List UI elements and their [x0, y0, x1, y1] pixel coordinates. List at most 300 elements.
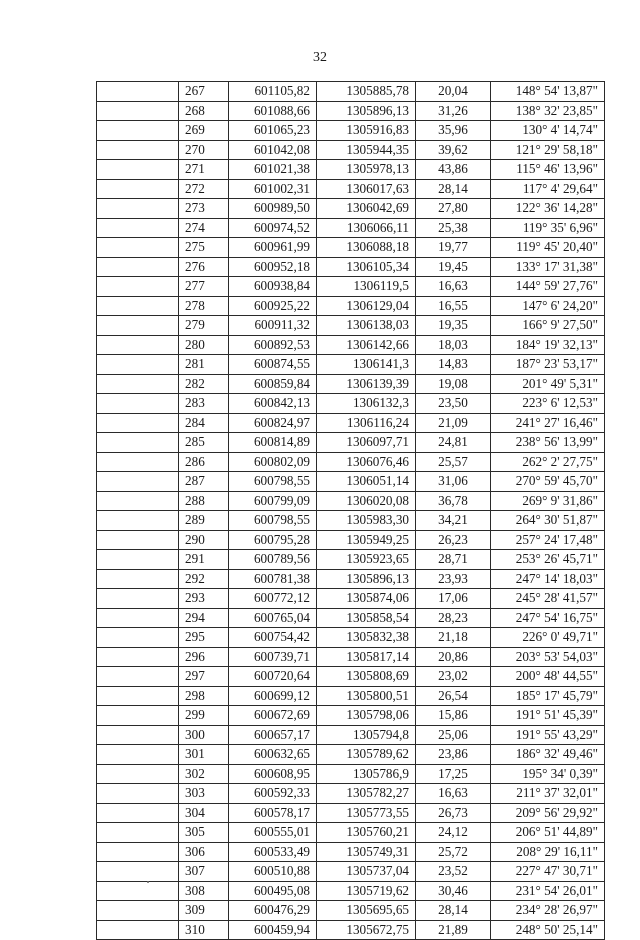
point-number-cell: 269 [179, 121, 229, 141]
direction-angle-cell: 119° 45' 20,40" [491, 238, 605, 258]
y-coordinate-cell: 1305896,13 [317, 101, 416, 121]
distance-cell: 31,06 [416, 472, 491, 492]
blank-cell [97, 589, 179, 609]
y-coordinate-cell: 1305858,54 [317, 608, 416, 628]
x-coordinate-cell: 600798,55 [229, 511, 317, 531]
x-coordinate-cell: 600842,13 [229, 394, 317, 414]
y-coordinate-cell: 1306088,18 [317, 238, 416, 258]
y-coordinate-cell: 1305672,75 [317, 920, 416, 940]
distance-cell: 28,23 [416, 608, 491, 628]
direction-angle-cell: 253° 26' 45,71" [491, 550, 605, 570]
direction-angle-cell: 117° 4' 29,64" [491, 179, 605, 199]
table-row [97, 296, 605, 316]
distance-cell: 23,02 [416, 667, 491, 687]
point-number-cell: 299 [179, 706, 229, 726]
blank-cell [97, 277, 179, 297]
table-row [97, 335, 605, 355]
blank-cell [97, 433, 179, 453]
table-row [97, 374, 605, 394]
table-row [97, 686, 605, 706]
x-coordinate-cell: 600874,55 [229, 355, 317, 375]
x-coordinate-cell: 600952,18 [229, 257, 317, 277]
direction-angle-cell: 166° 9' 27,50" [491, 316, 605, 336]
blank-cell [97, 491, 179, 511]
point-number-cell: 295 [179, 628, 229, 648]
y-coordinate-cell: 1305808,69 [317, 667, 416, 687]
direction-angle-cell: 238° 56' 13,99" [491, 433, 605, 453]
point-number-cell: 285 [179, 433, 229, 453]
x-coordinate-cell: 600938,84 [229, 277, 317, 297]
x-coordinate-cell: 600925,22 [229, 296, 317, 316]
x-coordinate-cell: 600533,49 [229, 842, 317, 862]
point-number-cell: 297 [179, 667, 229, 687]
x-coordinate-cell: 601002,31 [229, 179, 317, 199]
distance-cell: 24,81 [416, 433, 491, 453]
distance-cell: 36,78 [416, 491, 491, 511]
point-number-cell: 275 [179, 238, 229, 258]
direction-angle-cell: 211° 37' 32,01" [491, 784, 605, 804]
blank-cell [97, 881, 179, 901]
point-number-cell: 268 [179, 101, 229, 121]
point-number-cell: 277 [179, 277, 229, 297]
y-coordinate-cell: 1305885,78 [317, 82, 416, 102]
scan-speck [147, 881, 149, 883]
blank-cell [97, 101, 179, 121]
direction-angle-cell: 191° 51' 45,39" [491, 706, 605, 726]
y-coordinate-cell: 1305800,51 [317, 686, 416, 706]
y-coordinate-cell: 1306116,24 [317, 413, 416, 433]
distance-cell: 30,46 [416, 881, 491, 901]
direction-angle-cell: 223° 6' 12,53" [491, 394, 605, 414]
table-row [97, 901, 605, 921]
x-coordinate-cell: 601105,82 [229, 82, 317, 102]
x-coordinate-cell: 600765,04 [229, 608, 317, 628]
distance-cell: 17,06 [416, 589, 491, 609]
direction-angle-cell: 234° 28' 26,97" [491, 901, 605, 921]
blank-cell [97, 647, 179, 667]
point-number-cell: 291 [179, 550, 229, 570]
blank-cell [97, 316, 179, 336]
point-number-cell: 278 [179, 296, 229, 316]
direction-angle-cell: 187° 23' 53,17" [491, 355, 605, 375]
direction-angle-cell: 245° 28' 41,57" [491, 589, 605, 609]
blank-cell [97, 569, 179, 589]
x-coordinate-cell: 600720,64 [229, 667, 317, 687]
direction-angle-cell: 185° 17' 45,79" [491, 686, 605, 706]
table-row [97, 784, 605, 804]
direction-angle-cell: 247° 54' 16,75" [491, 608, 605, 628]
distance-cell: 24,12 [416, 823, 491, 843]
direction-angle-cell: 184° 19' 32,13" [491, 335, 605, 355]
y-coordinate-cell: 1306051,14 [317, 472, 416, 492]
x-coordinate-cell: 600859,84 [229, 374, 317, 394]
direction-angle-cell: 191° 55' 43,29" [491, 725, 605, 745]
table-row [97, 140, 605, 160]
direction-angle-cell: 262° 2' 27,75" [491, 452, 605, 472]
table-row [97, 764, 605, 784]
table-row [97, 842, 605, 862]
y-coordinate-cell: 1305789,62 [317, 745, 416, 765]
table-row [97, 491, 605, 511]
y-coordinate-cell: 1305832,38 [317, 628, 416, 648]
y-coordinate-cell: 1305794,8 [317, 725, 416, 745]
y-coordinate-cell: 1306066,11 [317, 218, 416, 238]
y-coordinate-cell: 1305786,9 [317, 764, 416, 784]
blank-cell [97, 179, 179, 199]
point-number-cell: 282 [179, 374, 229, 394]
point-number-cell: 309 [179, 901, 229, 921]
direction-angle-cell: 186° 32' 49,46" [491, 745, 605, 765]
x-coordinate-cell: 600657,17 [229, 725, 317, 745]
direction-angle-cell: 231° 54' 26,01" [491, 881, 605, 901]
blank-cell [97, 140, 179, 160]
blank-cell [97, 725, 179, 745]
direction-angle-cell: 269° 9' 31,86" [491, 491, 605, 511]
blank-cell [97, 355, 179, 375]
x-coordinate-cell: 600608,95 [229, 764, 317, 784]
point-number-cell: 305 [179, 823, 229, 843]
x-coordinate-cell: 600961,99 [229, 238, 317, 258]
distance-cell: 26,73 [416, 803, 491, 823]
y-coordinate-cell: 1306119,5 [317, 277, 416, 297]
point-number-cell: 267 [179, 82, 229, 102]
distance-cell: 28,71 [416, 550, 491, 570]
point-number-cell: 276 [179, 257, 229, 277]
x-coordinate-cell: 600476,29 [229, 901, 317, 921]
y-coordinate-cell: 1305798,06 [317, 706, 416, 726]
x-coordinate-cell: 601021,38 [229, 160, 317, 180]
blank-cell [97, 667, 179, 687]
table-row [97, 433, 605, 453]
x-coordinate-cell: 600459,94 [229, 920, 317, 940]
table-row [97, 569, 605, 589]
y-coordinate-cell: 1306020,08 [317, 491, 416, 511]
blank-cell [97, 862, 179, 882]
table-row [97, 920, 605, 940]
point-number-cell: 306 [179, 842, 229, 862]
x-coordinate-cell: 600824,97 [229, 413, 317, 433]
blank-cell [97, 472, 179, 492]
blank-cell [97, 82, 179, 102]
point-number-cell: 292 [179, 569, 229, 589]
distance-cell: 31,26 [416, 101, 491, 121]
y-coordinate-cell: 1306138,03 [317, 316, 416, 336]
table-row [97, 413, 605, 433]
direction-angle-cell: 144° 59' 27,76" [491, 277, 605, 297]
x-coordinate-cell: 600892,53 [229, 335, 317, 355]
y-coordinate-cell: 1305896,13 [317, 569, 416, 589]
table-row [97, 101, 605, 121]
blank-cell [97, 706, 179, 726]
x-coordinate-cell: 600974,52 [229, 218, 317, 238]
distance-cell: 19,77 [416, 238, 491, 258]
direction-angle-cell: 264° 30' 51,87" [491, 511, 605, 531]
table-row [97, 179, 605, 199]
table-row [97, 452, 605, 472]
x-coordinate-cell: 600772,12 [229, 589, 317, 609]
point-number-cell: 302 [179, 764, 229, 784]
point-number-cell: 272 [179, 179, 229, 199]
y-coordinate-cell: 1306142,66 [317, 335, 416, 355]
table-row [97, 589, 605, 609]
point-number-cell: 289 [179, 511, 229, 531]
table-row [97, 706, 605, 726]
distance-cell: 15,86 [416, 706, 491, 726]
x-coordinate-cell: 600495,08 [229, 881, 317, 901]
blank-cell [97, 608, 179, 628]
coordinates-table [96, 81, 605, 940]
point-number-cell: 300 [179, 725, 229, 745]
y-coordinate-cell: 1305695,65 [317, 901, 416, 921]
point-number-cell: 301 [179, 745, 229, 765]
blank-cell [97, 413, 179, 433]
direction-angle-cell: 208° 29' 16,11" [491, 842, 605, 862]
table-row [97, 823, 605, 843]
direction-angle-cell: 138° 32' 23,85" [491, 101, 605, 121]
blank-cell [97, 238, 179, 258]
blank-cell [97, 121, 179, 141]
coordinates-table-body [97, 82, 605, 940]
distance-cell: 23,86 [416, 745, 491, 765]
point-number-cell: 281 [179, 355, 229, 375]
distance-cell: 25,06 [416, 725, 491, 745]
distance-cell: 16,63 [416, 277, 491, 297]
point-number-cell: 294 [179, 608, 229, 628]
table-row [97, 725, 605, 745]
x-coordinate-cell: 600555,01 [229, 823, 317, 843]
table-row [97, 257, 605, 277]
y-coordinate-cell: 1306105,34 [317, 257, 416, 277]
x-coordinate-cell: 600754,42 [229, 628, 317, 648]
point-number-cell: 288 [179, 491, 229, 511]
table-row [97, 608, 605, 628]
x-coordinate-cell: 600510,88 [229, 862, 317, 882]
point-number-cell: 307 [179, 862, 229, 882]
distance-cell: 43,86 [416, 160, 491, 180]
blank-cell [97, 511, 179, 531]
blank-cell [97, 199, 179, 219]
y-coordinate-cell: 1306129,04 [317, 296, 416, 316]
point-number-cell: 304 [179, 803, 229, 823]
table-row [97, 881, 605, 901]
x-coordinate-cell: 600989,50 [229, 199, 317, 219]
x-coordinate-cell: 600578,17 [229, 803, 317, 823]
direction-angle-cell: 121° 29' 58,18" [491, 140, 605, 160]
y-coordinate-cell: 1306042,69 [317, 199, 416, 219]
distance-cell: 19,45 [416, 257, 491, 277]
direction-angle-cell: 227° 47' 30,71" [491, 862, 605, 882]
distance-cell: 23,50 [416, 394, 491, 414]
y-coordinate-cell: 1306141,3 [317, 355, 416, 375]
table-row [97, 530, 605, 550]
table-row [97, 862, 605, 882]
distance-cell: 16,63 [416, 784, 491, 804]
blank-cell [97, 628, 179, 648]
y-coordinate-cell: 1305874,06 [317, 589, 416, 609]
x-coordinate-cell: 601088,66 [229, 101, 317, 121]
direction-angle-cell: 148° 54' 13,87" [491, 82, 605, 102]
blank-cell [97, 803, 179, 823]
y-coordinate-cell: 1305923,65 [317, 550, 416, 570]
x-coordinate-cell: 600632,65 [229, 745, 317, 765]
y-coordinate-cell: 1305749,31 [317, 842, 416, 862]
distance-cell: 23,52 [416, 862, 491, 882]
distance-cell: 26,54 [416, 686, 491, 706]
y-coordinate-cell: 1305782,27 [317, 784, 416, 804]
blank-cell [97, 823, 179, 843]
x-coordinate-cell: 600699,12 [229, 686, 317, 706]
table-row [97, 238, 605, 258]
x-coordinate-cell: 600672,69 [229, 706, 317, 726]
point-number-cell: 280 [179, 335, 229, 355]
blank-cell [97, 920, 179, 940]
distance-cell: 20,04 [416, 82, 491, 102]
blank-cell [97, 686, 179, 706]
blank-cell [97, 335, 179, 355]
direction-angle-cell: 130° 4' 14,74" [491, 121, 605, 141]
table-row [97, 355, 605, 375]
y-coordinate-cell: 1305737,04 [317, 862, 416, 882]
y-coordinate-cell: 1305944,35 [317, 140, 416, 160]
table-row [97, 316, 605, 336]
direction-angle-cell: 241° 27' 16,46" [491, 413, 605, 433]
distance-cell: 25,72 [416, 842, 491, 862]
point-number-cell: 270 [179, 140, 229, 160]
y-coordinate-cell: 1305760,21 [317, 823, 416, 843]
table-row [97, 82, 605, 102]
distance-cell: 21,09 [416, 413, 491, 433]
direction-angle-cell: 248° 50' 25,14" [491, 920, 605, 940]
direction-angle-cell: 133° 17' 31,38" [491, 257, 605, 277]
blank-cell [97, 374, 179, 394]
blank-cell [97, 745, 179, 765]
distance-cell: 27,80 [416, 199, 491, 219]
direction-angle-cell: 195° 34' 0,39" [491, 764, 605, 784]
point-number-cell: 271 [179, 160, 229, 180]
point-number-cell: 283 [179, 394, 229, 414]
table-row [97, 218, 605, 238]
blank-cell [97, 394, 179, 414]
table-row [97, 803, 605, 823]
distance-cell: 14,83 [416, 355, 491, 375]
point-number-cell: 286 [179, 452, 229, 472]
y-coordinate-cell: 1306017,63 [317, 179, 416, 199]
table-row [97, 394, 605, 414]
distance-cell: 35,96 [416, 121, 491, 141]
distance-cell: 26,23 [416, 530, 491, 550]
x-coordinate-cell: 600799,09 [229, 491, 317, 511]
x-coordinate-cell: 600814,89 [229, 433, 317, 453]
blank-cell [97, 764, 179, 784]
distance-cell: 19,35 [416, 316, 491, 336]
y-coordinate-cell: 1305949,25 [317, 530, 416, 550]
distance-cell: 17,25 [416, 764, 491, 784]
blank-cell [97, 842, 179, 862]
direction-angle-cell: 119° 35' 6,96" [491, 218, 605, 238]
blank-cell [97, 296, 179, 316]
direction-angle-cell: 270° 59' 45,70" [491, 472, 605, 492]
x-coordinate-cell: 600798,55 [229, 472, 317, 492]
distance-cell: 25,38 [416, 218, 491, 238]
table-row [97, 647, 605, 667]
y-coordinate-cell: 1305978,13 [317, 160, 416, 180]
point-number-cell: 274 [179, 218, 229, 238]
distance-cell: 28,14 [416, 901, 491, 921]
direction-angle-cell: 115° 46' 13,96" [491, 160, 605, 180]
distance-cell: 18,03 [416, 335, 491, 355]
distance-cell: 16,55 [416, 296, 491, 316]
distance-cell: 39,62 [416, 140, 491, 160]
table-row [97, 745, 605, 765]
distance-cell: 34,21 [416, 511, 491, 531]
blank-cell [97, 218, 179, 238]
table-row [97, 277, 605, 297]
blank-cell [97, 550, 179, 570]
direction-angle-cell: 122° 36' 14,28" [491, 199, 605, 219]
direction-angle-cell: 247° 14' 18,03" [491, 569, 605, 589]
table-row [97, 472, 605, 492]
direction-angle-cell: 209° 56' 29,92" [491, 803, 605, 823]
table-row [97, 511, 605, 531]
blank-cell [97, 257, 179, 277]
y-coordinate-cell: 1306076,46 [317, 452, 416, 472]
blank-cell [97, 901, 179, 921]
point-number-cell: 310 [179, 920, 229, 940]
x-coordinate-cell: 600802,09 [229, 452, 317, 472]
x-coordinate-cell: 600911,32 [229, 316, 317, 336]
y-coordinate-cell: 1306139,39 [317, 374, 416, 394]
point-number-cell: 273 [179, 199, 229, 219]
x-coordinate-cell: 600781,38 [229, 569, 317, 589]
y-coordinate-cell: 1305983,30 [317, 511, 416, 531]
x-coordinate-cell: 600795,28 [229, 530, 317, 550]
y-coordinate-cell: 1306097,71 [317, 433, 416, 453]
blank-cell [97, 530, 179, 550]
point-number-cell: 293 [179, 589, 229, 609]
distance-cell: 21,89 [416, 920, 491, 940]
direction-angle-cell: 203° 53' 54,03" [491, 647, 605, 667]
point-number-cell: 298 [179, 686, 229, 706]
table-row [97, 199, 605, 219]
direction-angle-cell: 147° 6' 24,20" [491, 296, 605, 316]
y-coordinate-cell: 1305916,83 [317, 121, 416, 141]
point-number-cell: 308 [179, 881, 229, 901]
point-number-cell: 296 [179, 647, 229, 667]
x-coordinate-cell: 600789,56 [229, 550, 317, 570]
point-number-cell: 290 [179, 530, 229, 550]
distance-cell: 21,18 [416, 628, 491, 648]
distance-cell: 28,14 [416, 179, 491, 199]
y-coordinate-cell: 1305773,55 [317, 803, 416, 823]
table-row [97, 667, 605, 687]
table-row [97, 121, 605, 141]
x-coordinate-cell: 600592,33 [229, 784, 317, 804]
direction-angle-cell: 226° 0' 49,71" [491, 628, 605, 648]
blank-cell [97, 452, 179, 472]
point-number-cell: 287 [179, 472, 229, 492]
point-number-cell: 303 [179, 784, 229, 804]
table-row [97, 160, 605, 180]
direction-angle-cell: 257° 24' 17,48" [491, 530, 605, 550]
y-coordinate-cell: 1305817,14 [317, 647, 416, 667]
direction-angle-cell: 201° 49' 5,31" [491, 374, 605, 394]
table-row [97, 628, 605, 648]
blank-cell [97, 784, 179, 804]
page-number: 32 [313, 50, 327, 65]
distance-cell: 25,57 [416, 452, 491, 472]
point-number-cell: 284 [179, 413, 229, 433]
direction-angle-cell: 206° 51' 44,89" [491, 823, 605, 843]
